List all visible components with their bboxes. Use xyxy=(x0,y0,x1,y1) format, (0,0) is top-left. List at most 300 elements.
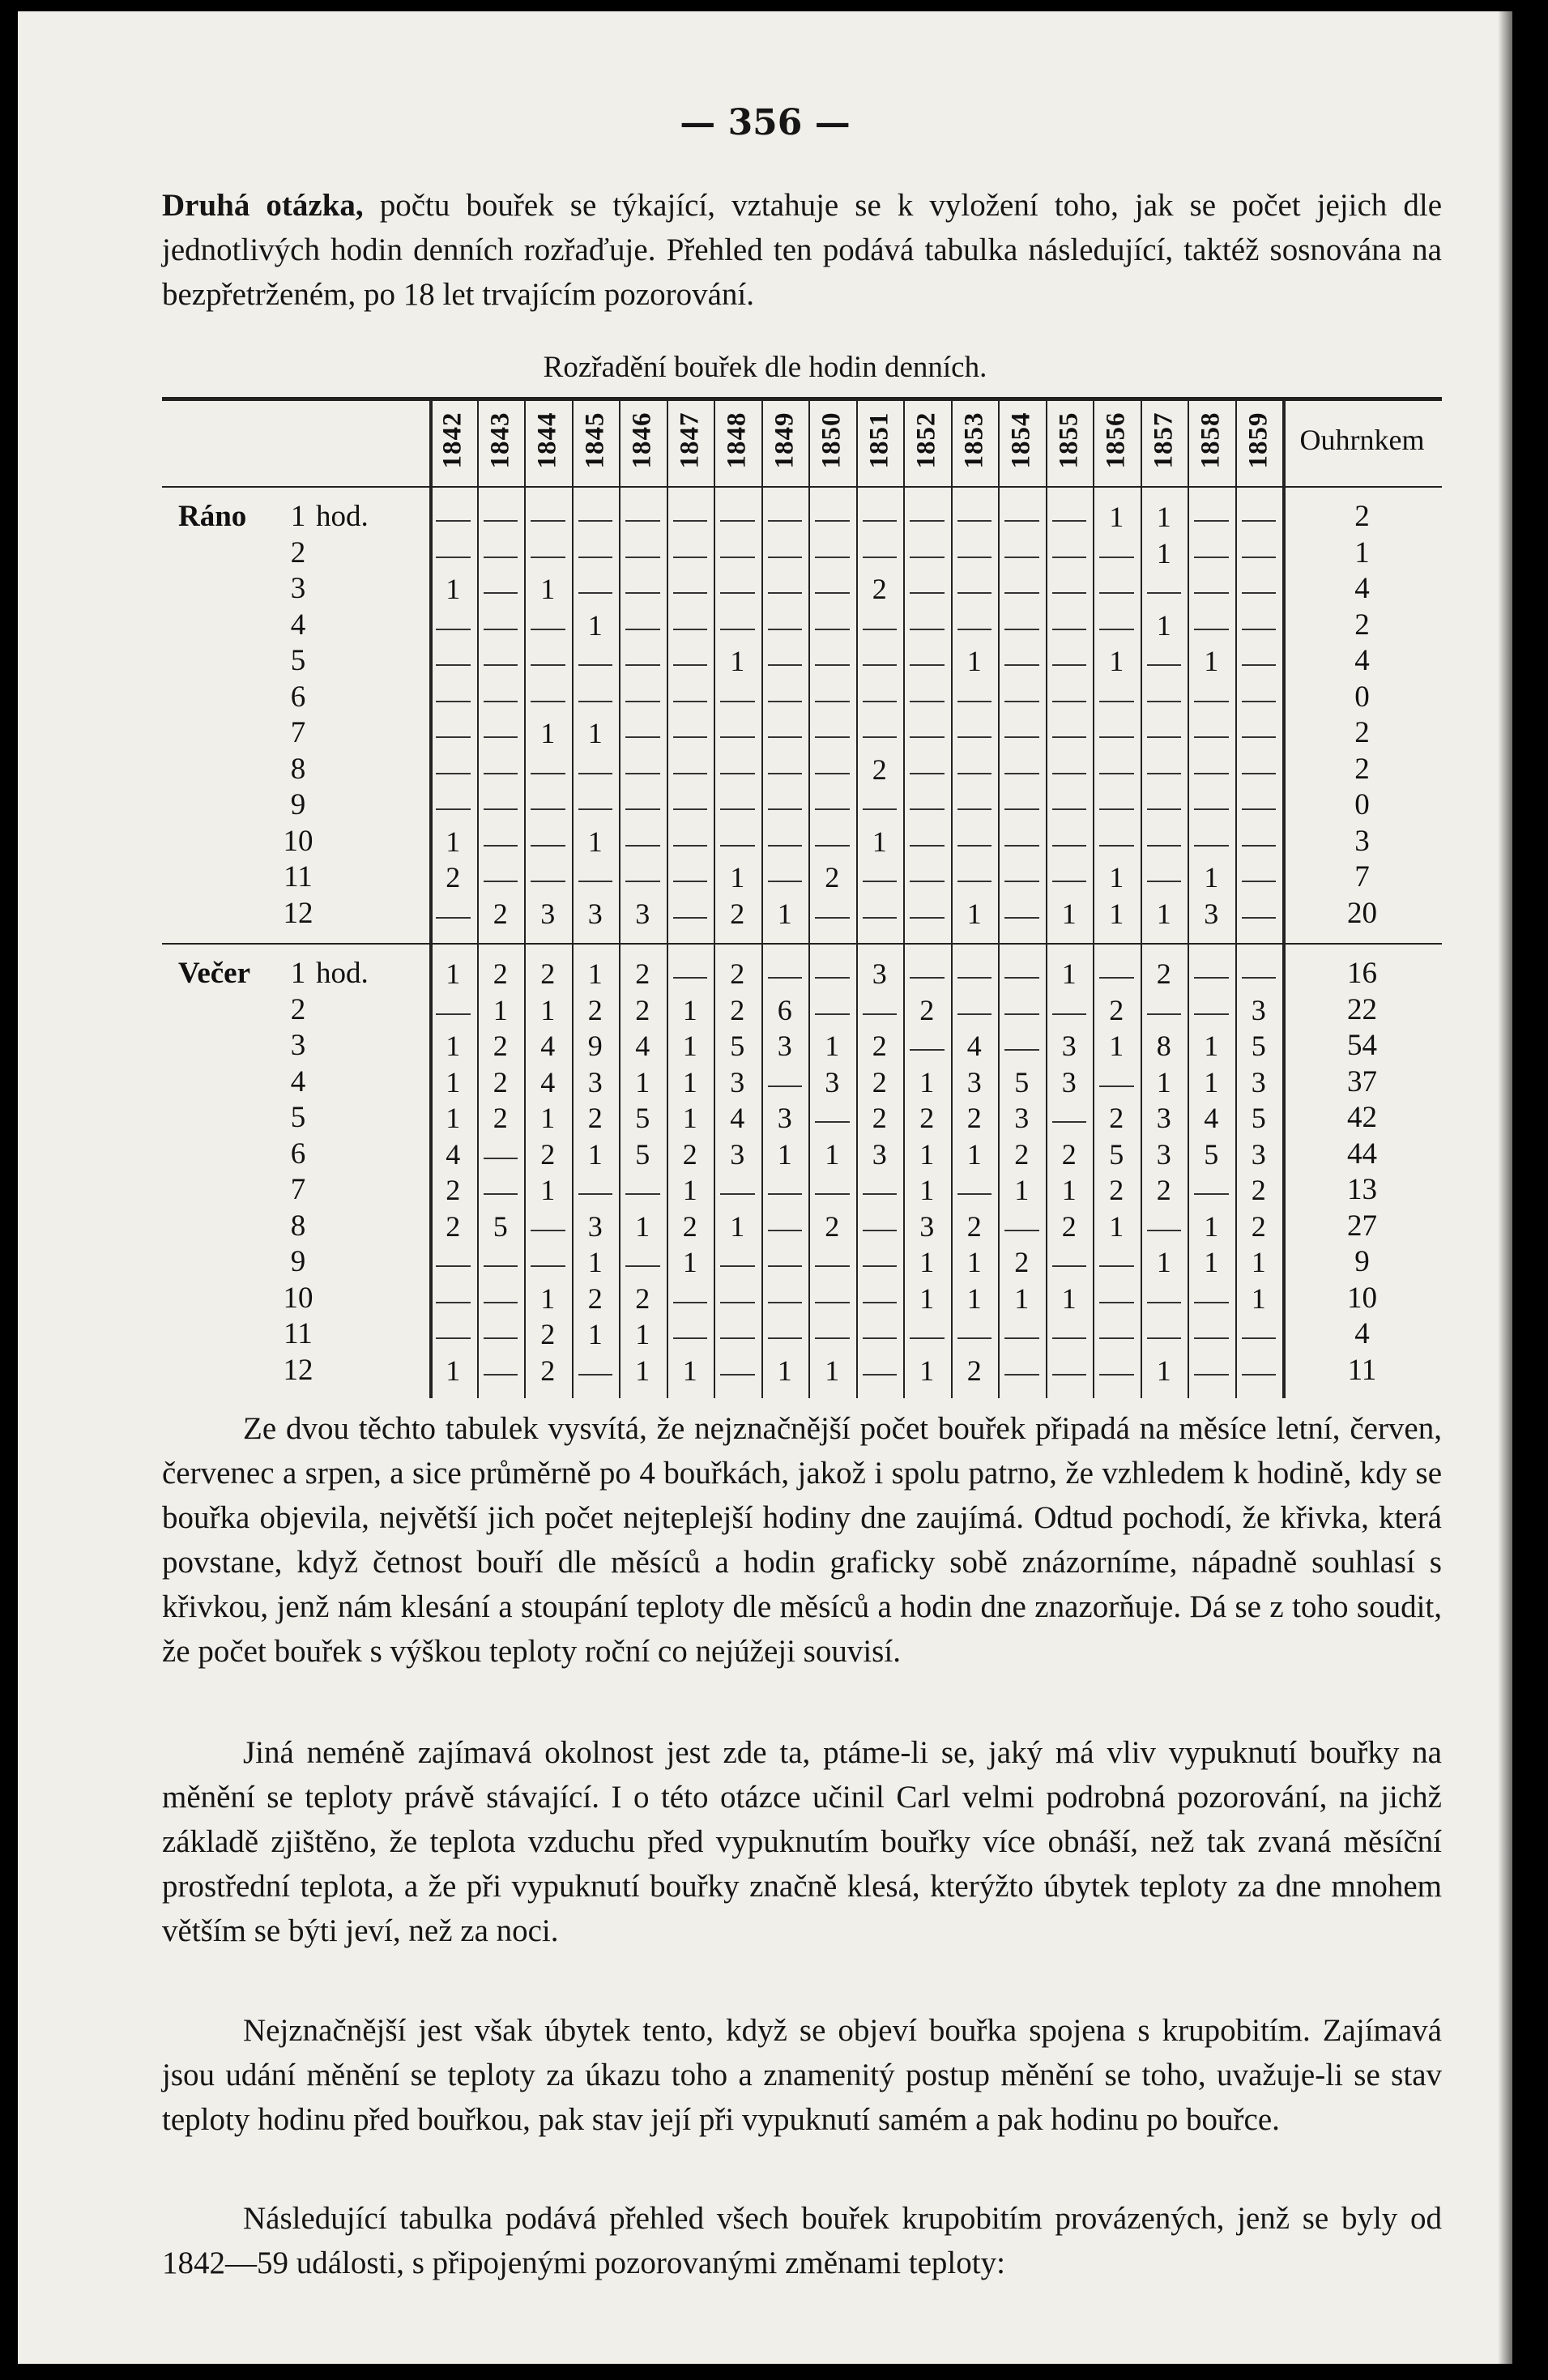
table-cell: 2 xyxy=(919,1102,935,1134)
table-cell: 2 xyxy=(446,1209,461,1243)
empty-cell xyxy=(484,773,518,774)
table-cell: 1 xyxy=(1014,1174,1030,1206)
table-cell: 2 xyxy=(587,993,603,1026)
empty-cell xyxy=(1052,1121,1087,1123)
empty-cell xyxy=(673,1337,708,1339)
table-cell: 5 xyxy=(1204,1137,1219,1171)
table-cell: 3 xyxy=(730,1137,745,1171)
paragraph-3: Nejznačnější jest však úbytek tento, když se objeví bouřka spojena s krupobitím. Zajímavá jsou udání měnění se teploty za úkazu toho a znamenitý postup měnění se toho, uvažuje-li se stav teploty hodinu před bouřkou, pak stav její při vypuknutí samém a pak hodinu po bouřce. xyxy=(162,2013,1442,2137)
table-cell: 1 xyxy=(587,825,603,858)
table-cell: 3 xyxy=(966,1065,982,1098)
table-cell: 1 xyxy=(730,645,745,677)
table-cell: 1 xyxy=(1204,1030,1219,1062)
table-cell: 3 xyxy=(872,958,887,990)
empty-cell xyxy=(1242,1337,1277,1339)
table-cell: 1 xyxy=(446,1354,461,1387)
year-header: 1857 xyxy=(1149,412,1179,469)
table-cell: 1 xyxy=(777,897,792,930)
empty-cell xyxy=(1242,808,1277,810)
empty-cell xyxy=(815,701,850,702)
empty-cell xyxy=(910,845,945,847)
year-header: 1843 xyxy=(485,412,515,469)
empty-cell xyxy=(1242,520,1277,522)
empty-cell xyxy=(1147,1230,1182,1231)
row-total: 2 xyxy=(1354,500,1370,533)
column-divider xyxy=(1282,397,1286,1398)
empty-cell xyxy=(863,917,898,919)
empty-cell xyxy=(910,592,945,594)
table-cell: 1 xyxy=(730,861,745,894)
table-cell: 1 xyxy=(446,573,461,605)
table-cell: 1 xyxy=(1109,645,1124,677)
empty-cell xyxy=(531,520,565,522)
hour-label: 12 xyxy=(283,1353,313,1387)
table-section-rule xyxy=(162,943,1442,945)
table-cell: 1 xyxy=(493,993,508,1026)
table-cell: 1 xyxy=(635,1209,650,1243)
table-cell: 3 xyxy=(1156,1137,1171,1171)
table-cell: 1 xyxy=(682,1065,697,1098)
table-cell: 3 xyxy=(1251,1137,1266,1171)
table-cell: 1 xyxy=(1156,536,1171,569)
empty-cell xyxy=(436,1265,471,1267)
empty-cell xyxy=(1242,845,1277,847)
year-header: 1850 xyxy=(817,412,846,469)
empty-cell xyxy=(1052,881,1087,882)
table-cell: 5 xyxy=(635,1137,650,1171)
row-total: 0 xyxy=(1354,788,1370,821)
empty-cell xyxy=(625,808,660,810)
hour-label: 9 xyxy=(290,788,306,821)
empty-cell xyxy=(815,1302,850,1303)
table-cell: 4 xyxy=(446,1137,461,1171)
table-cell: 2 xyxy=(730,958,745,990)
table-cell: 3 xyxy=(540,897,556,930)
table-cell: 2 xyxy=(1014,1246,1030,1278)
empty-cell xyxy=(625,664,660,666)
table-cell: 1 xyxy=(587,1318,603,1350)
empty-cell xyxy=(863,1302,898,1303)
empty-cell xyxy=(815,773,850,774)
empty-cell xyxy=(768,520,803,522)
table-cell: 4 xyxy=(966,1030,982,1062)
table-cell: 6 xyxy=(777,993,792,1026)
table-cell: 2 xyxy=(1156,1174,1171,1206)
table-cell: 1 xyxy=(966,1282,982,1315)
empty-cell xyxy=(1004,1230,1039,1231)
table-cell: 1 xyxy=(587,958,603,990)
empty-cell xyxy=(484,1302,518,1303)
empty-cell xyxy=(673,592,708,594)
empty-cell xyxy=(720,808,755,810)
row-total: 2 xyxy=(1354,608,1370,642)
table-cell: 1 xyxy=(635,1318,650,1350)
empty-cell xyxy=(1052,592,1087,594)
table-cell: 2 xyxy=(966,1354,982,1387)
empty-cell xyxy=(957,557,992,558)
empty-cell xyxy=(815,1265,850,1267)
table-cell: 1 xyxy=(1061,897,1077,930)
table-cell: 2 xyxy=(446,861,461,894)
empty-cell xyxy=(1052,773,1087,774)
table-cell: 2 xyxy=(1109,1174,1124,1206)
empty-cell xyxy=(673,520,708,522)
hour-label: 10 xyxy=(283,1281,313,1315)
table-cell: 8 xyxy=(1156,1030,1171,1062)
row-total: 0 xyxy=(1354,680,1370,714)
empty-cell xyxy=(436,701,471,702)
table-cell: 1 xyxy=(919,1065,935,1098)
intro-paragraph xyxy=(162,183,1442,317)
table-cell: 2 xyxy=(1014,1137,1030,1171)
table-cell: 3 xyxy=(1251,1065,1266,1098)
empty-cell xyxy=(910,629,945,630)
empty-cell xyxy=(673,701,708,702)
year-header: 1849 xyxy=(770,412,800,469)
table-cell: 2 xyxy=(1156,958,1171,990)
hour-label: 4 xyxy=(290,608,306,642)
year-header: 1851 xyxy=(864,412,894,469)
table-cell: 1 xyxy=(919,1282,935,1315)
table-cell: 3 xyxy=(1156,1102,1171,1134)
table-cell: 1 xyxy=(682,993,697,1026)
empty-cell xyxy=(957,808,992,810)
empty-cell xyxy=(484,629,518,630)
hour-label: 3 xyxy=(290,1029,306,1062)
empty-cell xyxy=(863,1230,898,1231)
empty-cell xyxy=(815,917,850,919)
table-cell: 5 xyxy=(1251,1030,1266,1062)
empty-cell xyxy=(1052,520,1087,522)
row-total: 13 xyxy=(1347,1173,1377,1206)
empty-cell xyxy=(768,1086,803,1087)
empty-cell xyxy=(673,664,708,666)
empty-cell xyxy=(768,701,803,702)
table-cell: 1 xyxy=(919,1354,935,1387)
paragraph-4: Následující tabulka podává přehled všech bouřek krupobitím provázených, jenž se byly od 1842—59 události, s připojenými pozorovanými změnami teploty: xyxy=(162,2201,1442,2280)
table-cell: 2 xyxy=(825,861,840,894)
table-cell: 3 xyxy=(825,1065,840,1098)
empty-cell xyxy=(578,592,613,594)
year-header: 1856 xyxy=(1101,412,1131,469)
empty-cell xyxy=(1004,557,1039,558)
hour-label: 1 xyxy=(290,957,306,990)
empty-cell xyxy=(578,773,613,774)
year-header: 1845 xyxy=(580,412,610,469)
table-cell: 3 xyxy=(635,897,650,930)
empty-cell xyxy=(673,557,708,558)
table-cell: 2 xyxy=(635,993,650,1026)
empty-cell xyxy=(1194,701,1229,702)
empty-cell xyxy=(815,1013,850,1015)
table-cell: 1 xyxy=(1061,1174,1077,1206)
empty-cell xyxy=(625,701,660,702)
empty-cell xyxy=(1099,1265,1134,1267)
empty-cell xyxy=(1099,773,1134,774)
empty-cell xyxy=(815,977,850,979)
empty-cell xyxy=(1194,629,1229,630)
hour-label: 7 xyxy=(290,1173,306,1206)
empty-cell xyxy=(1194,1337,1229,1339)
table-cell: 3 xyxy=(1204,897,1219,930)
table-cell: 2 xyxy=(1061,1209,1077,1243)
table-cell: 2 xyxy=(493,1030,508,1062)
table-cell: 1 xyxy=(777,1137,792,1171)
table-cell: 3 xyxy=(1061,1030,1077,1062)
empty-cell xyxy=(957,773,992,774)
table-cell: 3 xyxy=(777,1030,792,1062)
empty-cell xyxy=(1004,736,1039,738)
empty-cell xyxy=(1194,592,1229,594)
hour-label: 2 xyxy=(290,535,306,569)
empty-cell xyxy=(1147,1302,1182,1303)
table-cell: 2 xyxy=(872,573,887,605)
empty-cell xyxy=(863,701,898,702)
empty-cell xyxy=(768,1337,803,1339)
row-total: 4 xyxy=(1354,644,1370,677)
empty-cell xyxy=(720,845,755,847)
empty-cell xyxy=(1004,520,1039,522)
table-cell: 1 xyxy=(1156,897,1171,930)
empty-cell xyxy=(1004,1013,1039,1015)
scanned-page xyxy=(18,11,1512,2364)
table-cell: 3 xyxy=(1251,993,1266,1026)
hour-unit: hod. xyxy=(316,500,369,533)
empty-cell xyxy=(957,881,992,882)
hour-label: 10 xyxy=(283,824,313,858)
empty-cell xyxy=(910,520,945,522)
table-cell: 1 xyxy=(587,1137,603,1171)
empty-cell xyxy=(625,520,660,522)
row-total: 4 xyxy=(1354,1317,1370,1350)
empty-cell xyxy=(531,845,565,847)
empty-cell xyxy=(1052,1374,1087,1376)
paragraph-1: Ze dvou těchto tabulek vysvítá, že nejznačnější počet bouřek připadá na měsíce letní, červen, červenec a srpen, a sice průměrně po 4 bouřkách, jakož i spolu patrno, že vzhledem k hodině, kdy se bouřka objevila, největší jich počet nejteplejší hodiny dne zaujímá. Odtud pochodí, že křivka, která povstane, když četnost bouří dle měsíců a hodin graficky sobě znázorníme, nápadně souhlasí s křivkou, jenž nám klesání a stoupání teploty dle měsíců a hodin dne znazorňuje. Dá se z toho soudit, že počet bouřek s výškou teploty roční co nejúžeji souvisí. xyxy=(162,1411,1442,1669)
empty-cell xyxy=(436,557,471,558)
table-cell: 2 xyxy=(1109,993,1124,1026)
paragraph-2: Jiná neméně zajímavá okolnost jest zde ta, ptáme-li se, jaký má vliv vypuknutí bouřky na měnění se teploty právě stávající. I o této otázce učinil Carl velmi podrobná pozorování, na jichž základě zjištěno, že teplota vzduchu před vypuknutím bouřky více obnáší, než tak zvaná měsíční prostřední teplota, a že při vypuknutí bouřky značně klesá, kterýžto úbytek teploty za dne mnohem větším se býti jeví, než za noci. xyxy=(162,1735,1442,1948)
table-cell: 1 xyxy=(1204,861,1219,894)
empty-cell xyxy=(1194,1374,1229,1376)
empty-cell xyxy=(1004,845,1039,847)
empty-cell xyxy=(1147,736,1182,738)
table-cell: 1 xyxy=(966,1246,982,1278)
table-cell: 1 xyxy=(446,1102,461,1134)
table-cell: 4 xyxy=(635,1030,650,1062)
table-cell: 2 xyxy=(493,1102,508,1134)
empty-cell xyxy=(768,1302,803,1303)
table-cell: 4 xyxy=(1204,1102,1219,1134)
empty-cell xyxy=(1242,773,1277,774)
empty-cell xyxy=(625,881,660,882)
empty-cell xyxy=(531,1230,565,1231)
empty-cell xyxy=(1194,808,1229,810)
empty-cell xyxy=(768,773,803,774)
empty-cell xyxy=(1194,1013,1229,1015)
empty-cell xyxy=(1194,736,1229,738)
hour-label: 6 xyxy=(290,1137,306,1171)
empty-cell xyxy=(1147,773,1182,774)
empty-cell xyxy=(531,773,565,774)
empty-cell xyxy=(531,664,565,666)
row-total: 16 xyxy=(1347,957,1377,990)
table-cell: 1 xyxy=(587,717,603,749)
empty-cell xyxy=(768,881,803,882)
table-cell: 4 xyxy=(730,1102,745,1134)
empty-cell xyxy=(863,520,898,522)
table-cell: 5 xyxy=(635,1102,650,1134)
table-cell: 1 xyxy=(1109,861,1124,894)
intro-text: počtu bouřek se týkající, vztahuje se k vyložení toho, jak se počet jejich dle jednotlivých hodin denních rozřaďuje. Přehled ten podává tabulka následující, taktéž sosnována na bezpřetrženém, po 18 let trvajícím pozorování. xyxy=(162,188,1442,312)
row-total: 9 xyxy=(1354,1245,1370,1278)
hour-label: 8 xyxy=(290,1209,306,1243)
empty-cell xyxy=(1147,664,1182,666)
table-cell: 2 xyxy=(446,1174,461,1206)
page-number: — 356 — xyxy=(680,102,851,143)
empty-cell xyxy=(957,1193,992,1195)
empty-cell xyxy=(1147,845,1182,847)
empty-cell xyxy=(768,977,803,979)
table-cell: 1 xyxy=(777,1354,792,1387)
empty-cell xyxy=(720,1193,755,1195)
empty-cell xyxy=(1099,1374,1134,1376)
year-header: 1844 xyxy=(532,412,562,469)
hour-label: 2 xyxy=(290,992,306,1026)
table-cell: 1 xyxy=(1156,501,1171,533)
empty-cell xyxy=(578,664,613,666)
empty-cell xyxy=(578,557,613,558)
table-cell: 2 xyxy=(493,897,508,930)
hour-unit: hod. xyxy=(316,957,369,990)
table-cell: 3 xyxy=(919,1209,935,1243)
column-divider xyxy=(808,397,810,1398)
table-cell: 1 xyxy=(1014,1282,1030,1315)
empty-cell xyxy=(436,917,471,919)
table-cell: 2 xyxy=(1251,1209,1266,1243)
empty-cell xyxy=(957,1013,992,1015)
hour-label: 3 xyxy=(290,572,306,605)
empty-cell xyxy=(957,592,992,594)
table-cell: 1 xyxy=(1204,1246,1219,1278)
empty-cell xyxy=(673,736,708,738)
table-caption: Rozřadění bouřek dle hodin denních. xyxy=(543,351,987,384)
section-label: Ráno xyxy=(178,500,247,533)
table-cell: 1 xyxy=(682,1030,697,1062)
table-cell: 1 xyxy=(1204,1065,1219,1098)
row-total: 11 xyxy=(1347,1353,1377,1387)
empty-cell xyxy=(436,520,471,522)
row-total: 2 xyxy=(1354,716,1370,749)
table-cell: 1 xyxy=(446,958,461,990)
empty-cell xyxy=(484,520,518,522)
empty-cell xyxy=(484,592,518,594)
row-total: 20 xyxy=(1347,896,1377,930)
empty-cell xyxy=(910,701,945,702)
empty-cell xyxy=(1147,1013,1182,1015)
table-cell: 5 xyxy=(1014,1065,1030,1098)
empty-cell xyxy=(484,557,518,558)
year-header: 1855 xyxy=(1054,412,1084,469)
table-cell: 1 xyxy=(1109,897,1124,930)
empty-cell xyxy=(625,557,660,558)
empty-cell xyxy=(1004,1049,1039,1051)
empty-cell xyxy=(484,808,518,810)
empty-cell xyxy=(863,1374,898,1376)
table-cell: 2 xyxy=(966,1102,982,1134)
table-cell: 2 xyxy=(587,1102,603,1134)
empty-cell xyxy=(910,773,945,774)
table-cell: 1 xyxy=(825,1354,840,1387)
empty-cell xyxy=(1194,1302,1229,1303)
empty-cell xyxy=(1099,845,1134,847)
row-total: 10 xyxy=(1347,1281,1377,1315)
empty-cell xyxy=(1242,557,1277,558)
year-header: 1859 xyxy=(1243,412,1273,469)
empty-cell xyxy=(484,1158,518,1159)
empty-cell xyxy=(625,736,660,738)
empty-cell xyxy=(1099,1302,1134,1303)
table-cell: 1 xyxy=(1156,608,1171,642)
empty-cell xyxy=(1147,808,1182,810)
table-cell: 1 xyxy=(1061,958,1077,990)
hour-label: 11 xyxy=(284,860,313,894)
empty-cell xyxy=(910,664,945,666)
table-cell: 1 xyxy=(825,1137,840,1171)
table-cell: 2 xyxy=(919,993,935,1026)
hour-label: 6 xyxy=(290,680,306,714)
empty-cell xyxy=(578,1193,613,1195)
empty-cell xyxy=(625,845,660,847)
empty-cell xyxy=(720,629,755,630)
empty-cell xyxy=(957,629,992,630)
empty-cell xyxy=(720,1265,755,1267)
table-cell: 1 xyxy=(1251,1246,1266,1278)
empty-cell xyxy=(1052,1337,1087,1339)
empty-cell xyxy=(625,1193,660,1195)
empty-cell xyxy=(673,977,708,979)
empty-cell xyxy=(436,1337,471,1339)
table-cell: 2 xyxy=(682,1209,697,1243)
empty-cell xyxy=(957,1337,992,1339)
empty-cell xyxy=(578,808,613,810)
empty-cell xyxy=(815,557,850,558)
empty-cell xyxy=(531,701,565,702)
table-cell: 5 xyxy=(730,1030,745,1062)
empty-cell xyxy=(910,557,945,558)
empty-cell xyxy=(578,1374,613,1376)
empty-cell xyxy=(815,629,850,630)
empty-cell xyxy=(1004,1374,1039,1376)
table-cell: 3 xyxy=(872,1137,887,1171)
empty-cell xyxy=(720,557,755,558)
empty-cell xyxy=(957,701,992,702)
empty-cell xyxy=(720,592,755,594)
empty-cell xyxy=(1004,917,1039,919)
empty-cell xyxy=(578,520,613,522)
empty-cell xyxy=(815,808,850,810)
empty-cell xyxy=(1004,977,1039,979)
table-cell: 1 xyxy=(635,1065,650,1098)
table-cell: 1 xyxy=(1109,501,1124,533)
empty-cell xyxy=(768,845,803,847)
empty-cell xyxy=(863,736,898,738)
table-cell: 2 xyxy=(1109,1102,1124,1134)
empty-cell xyxy=(484,1265,518,1267)
empty-cell xyxy=(673,629,708,630)
hour-label: 5 xyxy=(290,644,306,677)
empty-cell xyxy=(1052,629,1087,630)
intro-lead: Druhá otázka, xyxy=(162,188,364,223)
